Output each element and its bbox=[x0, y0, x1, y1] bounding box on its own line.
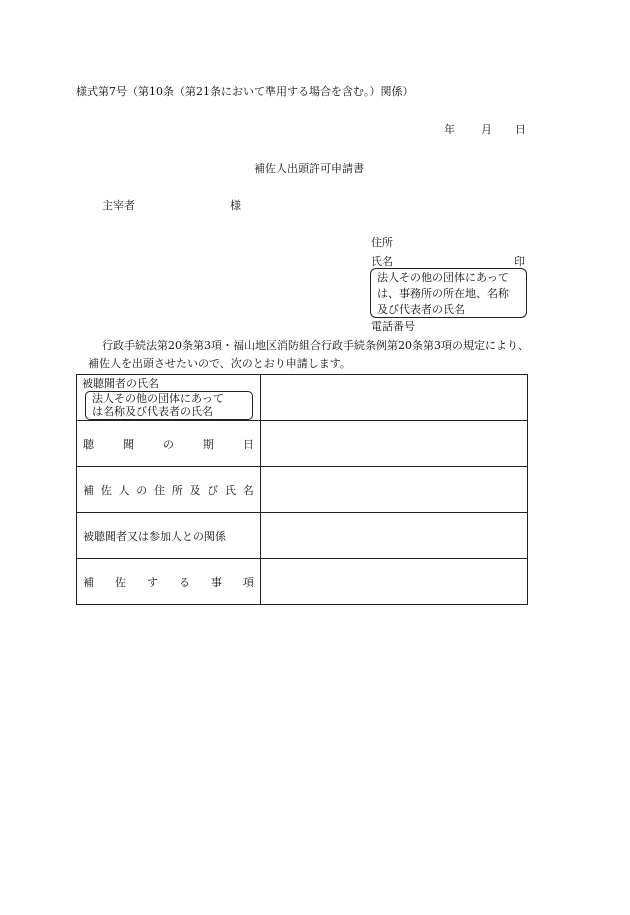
label-char: 日 bbox=[242, 437, 254, 451]
label-char: 項 bbox=[242, 575, 254, 589]
address-label: 住所 bbox=[371, 236, 393, 249]
label-char: 聞 bbox=[122, 437, 134, 451]
label-char: 補 bbox=[83, 575, 94, 589]
label-char: 人 bbox=[118, 483, 130, 497]
relationship-value[interactable] bbox=[260, 513, 527, 559]
phone-label: 電話番号 bbox=[371, 320, 415, 333]
label-char: 補 bbox=[83, 483, 94, 497]
assistant-address-name-label bbox=[77, 467, 261, 513]
label-char: 所 bbox=[171, 483, 183, 497]
label-char: 聴 bbox=[83, 437, 94, 451]
label-char: す bbox=[146, 575, 158, 589]
relationship-label-text: 被聴聞者又は参加人との関係 bbox=[83, 529, 226, 543]
corp-note-line3: 及び代表者の氏名 bbox=[377, 303, 465, 316]
respondent-note-line2: は名称及び代表者の氏名 bbox=[92, 405, 213, 418]
table-row bbox=[77, 375, 528, 421]
assistant-address-name-value[interactable] bbox=[260, 467, 527, 513]
table-row bbox=[77, 467, 528, 513]
respondent-note-line1: 法人その他の団体にあって bbox=[92, 392, 224, 405]
assisted-matters-value[interactable] bbox=[260, 559, 527, 605]
label-char: 佐 bbox=[100, 483, 112, 497]
name-label: 氏名 bbox=[371, 255, 393, 268]
respondent-name-label: 被聴聞者の氏名 bbox=[82, 377, 159, 390]
hearing-date-value[interactable] bbox=[260, 421, 527, 467]
label-char: 期 bbox=[202, 437, 214, 451]
label-char: る bbox=[178, 575, 190, 589]
label-char: 事 bbox=[210, 575, 222, 589]
date-day: 日 bbox=[515, 123, 526, 136]
label-char: 及 bbox=[189, 483, 201, 497]
relationship-label bbox=[77, 513, 261, 559]
addressee-suffix: 様 bbox=[230, 199, 241, 212]
seal-label: 印 bbox=[514, 255, 525, 268]
hearing-date-label bbox=[77, 421, 261, 467]
label-char: び bbox=[207, 483, 219, 497]
label-char: の bbox=[162, 437, 174, 451]
corp-note-line2: は、事務所の所在地、名称 bbox=[377, 287, 509, 300]
date-year: 年 bbox=[444, 123, 455, 136]
label-char: 名 bbox=[242, 483, 254, 497]
respondent-name-value[interactable] bbox=[260, 375, 527, 421]
body-line1: 行政手続法第20条第3項・福山地区消防組合行政手続条例第20条第3項の規定により、 bbox=[102, 339, 529, 352]
table-row bbox=[77, 421, 528, 467]
table-row bbox=[77, 559, 528, 605]
date-month: 月 bbox=[481, 123, 492, 136]
label-char: 住 bbox=[154, 483, 165, 497]
assisted-matters-label bbox=[77, 559, 261, 605]
label-char: 佐 bbox=[114, 575, 126, 589]
label-char: 氏 bbox=[225, 483, 236, 497]
addressee-label: 主宰者 bbox=[102, 199, 135, 212]
respondent-name-label-cell bbox=[77, 375, 261, 421]
body-line2: 補佐人を出頭させたいので、次のとおり申請します。 bbox=[88, 357, 351, 370]
application-table bbox=[76, 374, 528, 605]
corp-note-line1: 法人その他の団体にあって bbox=[377, 271, 509, 284]
table-row bbox=[77, 513, 528, 559]
document-title: 補佐人出頭許可申請書 bbox=[254, 162, 364, 175]
label-char: の bbox=[136, 483, 148, 497]
form-number: 様式第7号（第10条（第21条において準用する場合を含む。）関係） bbox=[76, 85, 414, 98]
